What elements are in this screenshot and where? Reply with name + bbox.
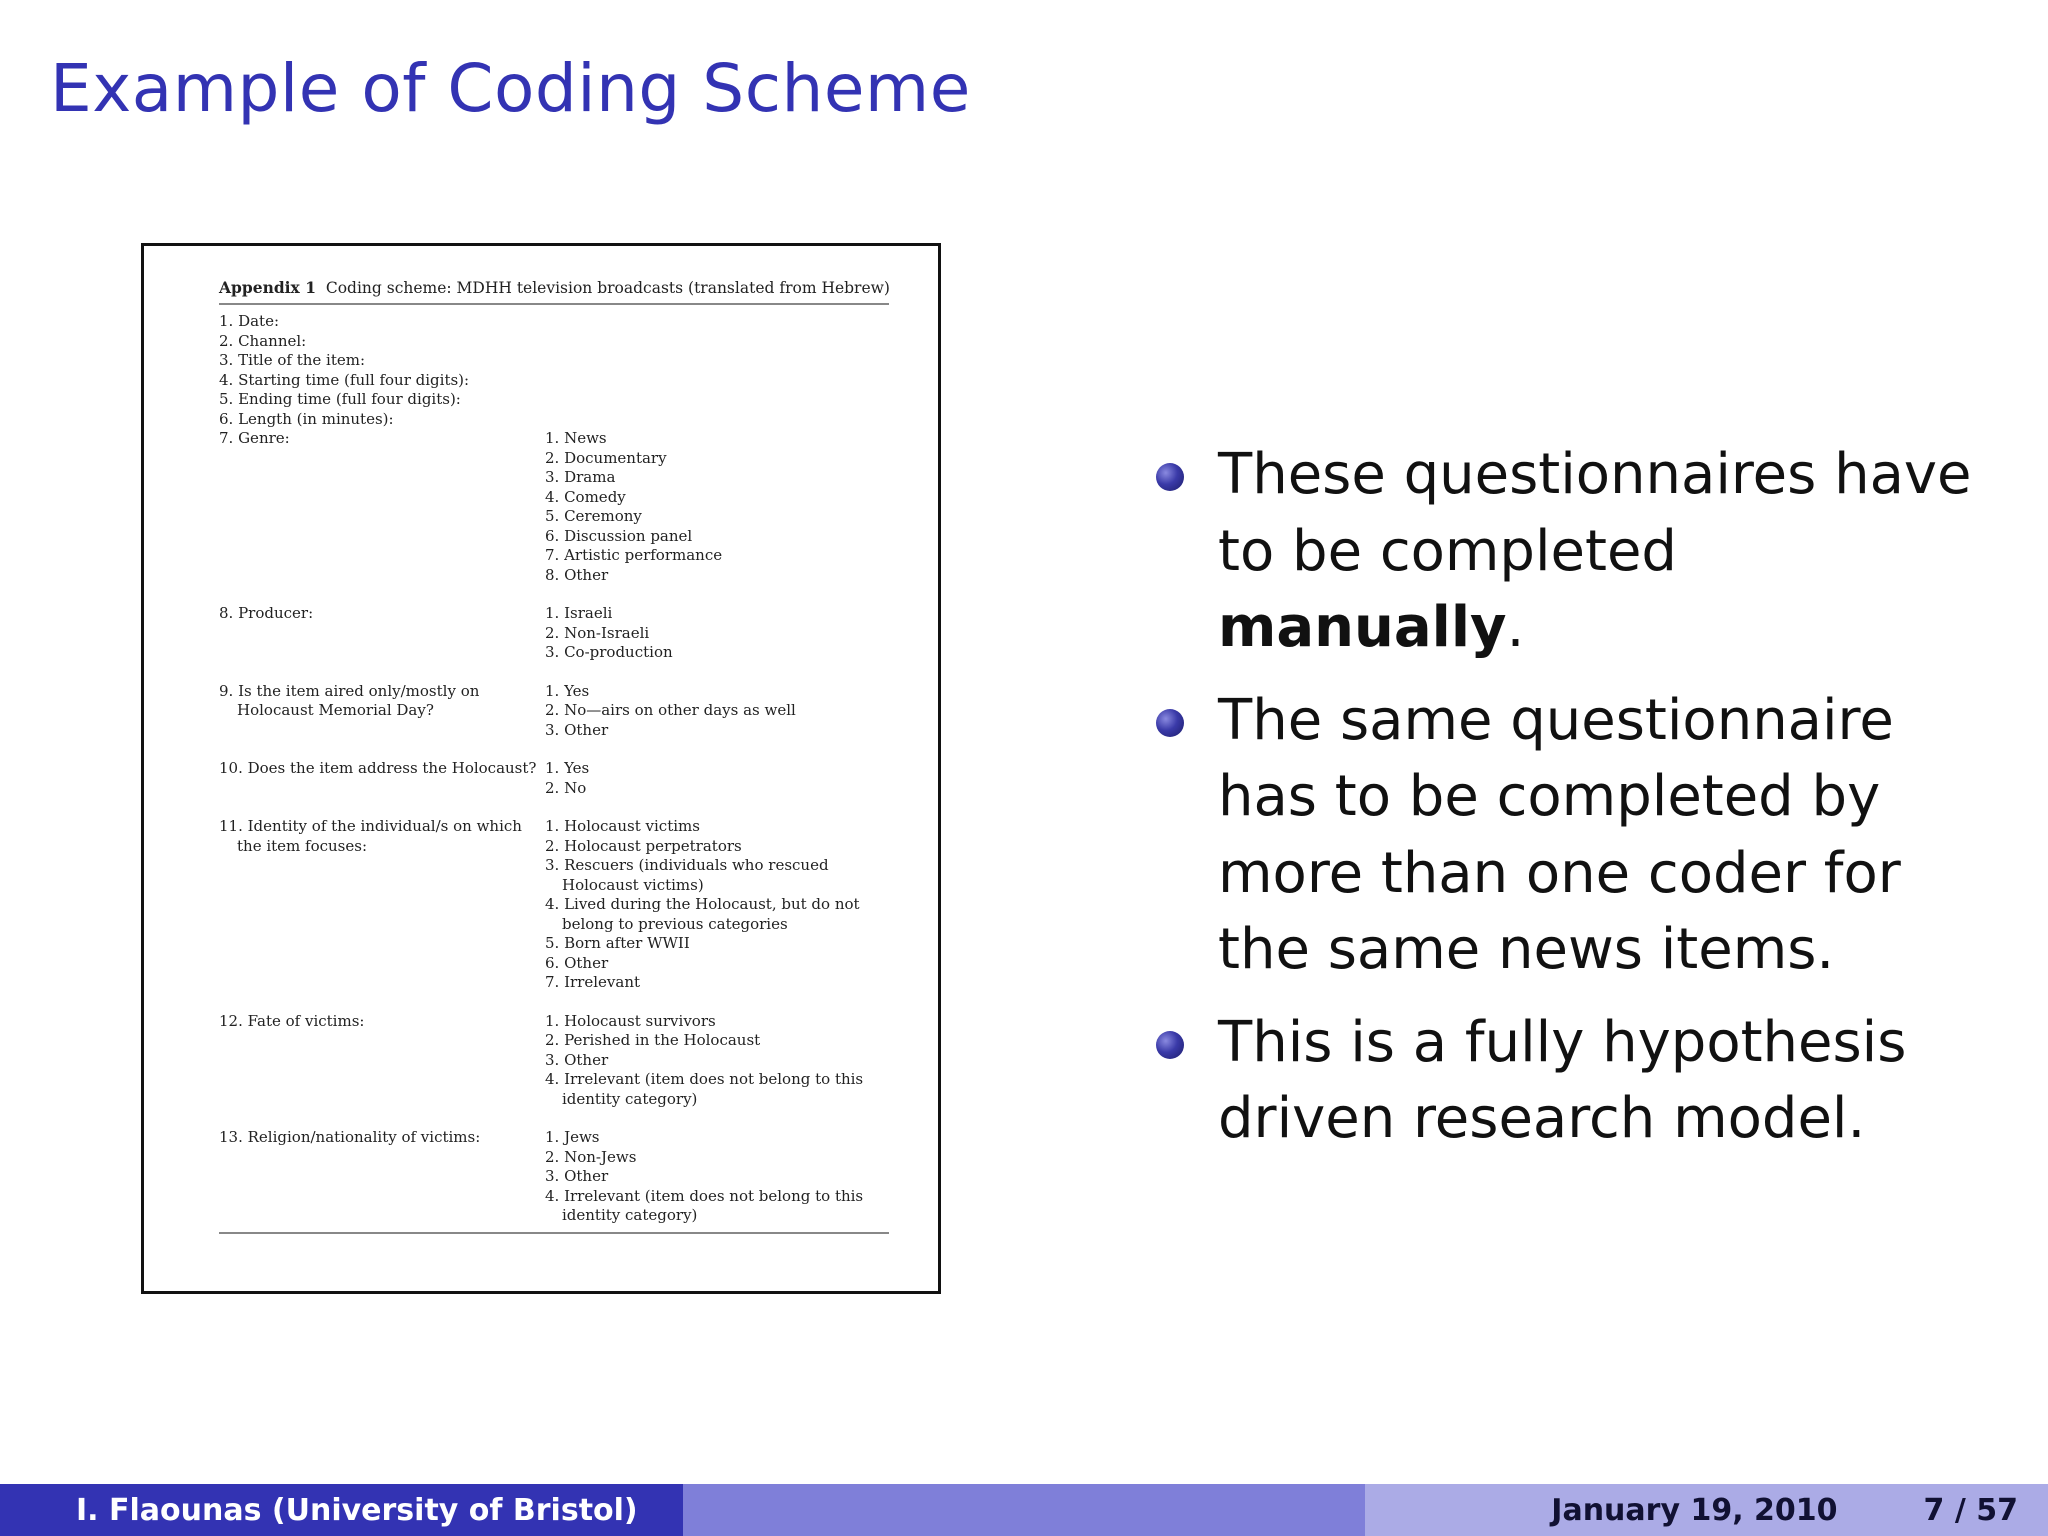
- question-text: [219, 371, 545, 391]
- question-line: the item focuses:: [237, 836, 367, 855]
- question-row: [219, 1012, 889, 1110]
- question-line: 3. Title of the item:: [219, 351, 366, 369]
- footer-bar: [0, 1484, 2048, 1536]
- option-list: [545, 604, 889, 663]
- question-text: [219, 429, 545, 585]
- question-line: 11. Identity of the individual/s on which: [219, 817, 522, 835]
- question-line: 8. Producer:: [219, 604, 314, 622]
- option-item: 1. Yes: [545, 681, 590, 700]
- bullet-item: [1154, 683, 2014, 989]
- option-list: [545, 682, 889, 741]
- bullet-line: to be completed: [1218, 518, 1677, 584]
- question-row: [219, 817, 889, 993]
- question-line: 13. Religion/nationality of victims:: [219, 1128, 481, 1146]
- appendix-bottom-rule: [219, 1232, 889, 1234]
- question-line: 2. Channel:: [219, 331, 307, 350]
- option-item: Holocaust victims): [562, 875, 704, 894]
- option-item: 4. Irrelevant (item does not belong to this: [545, 1186, 864, 1205]
- option-item: 1. Holocaust victims: [545, 817, 700, 835]
- option-list: [545, 1128, 889, 1226]
- question-text: [219, 351, 545, 371]
- question-text: [219, 682, 545, 741]
- question-line: 1. Date:: [219, 312, 280, 330]
- option-item: 3. Co-production: [545, 643, 673, 661]
- option-item: 7. Irrelevant: [545, 973, 641, 991]
- option-item: 2. No: [545, 778, 587, 797]
- option-list: [545, 1012, 889, 1110]
- question-list: [219, 312, 889, 1226]
- question-text: [219, 1128, 545, 1226]
- footer-page-number: 7 / 57: [1923, 1492, 2018, 1528]
- question-text: [219, 1012, 545, 1110]
- appendix-caption: Coding scheme: MDHH television broadcasts (translated from Hebrew): [325, 279, 890, 297]
- question-row: [219, 371, 889, 391]
- bullet-line: has to be completed by: [1218, 764, 1881, 829]
- row-gap: [219, 993, 889, 1012]
- option-item: 2. Holocaust perpetrators: [545, 836, 742, 855]
- question-line: 4. Starting time (full four digits):: [219, 370, 470, 389]
- option-list: [545, 390, 889, 410]
- question-row: [219, 682, 889, 741]
- bullet-dot-icon: [1156, 1031, 1184, 1059]
- option-list: [545, 759, 889, 798]
- question-line: 10. Does the item address the Holocaust?: [219, 759, 537, 777]
- option-item: identity category): [562, 1206, 698, 1224]
- option-item: 1. Yes: [545, 759, 590, 777]
- bullet-line: The same questionnaire: [1218, 687, 1894, 753]
- option-item: 6. Discussion panel: [545, 526, 693, 545]
- option-item: 3. Other: [545, 720, 609, 739]
- option-item: belong to previous categories: [562, 914, 788, 933]
- option-item: 2. Documentary: [545, 448, 667, 467]
- option-list: [545, 351, 889, 371]
- option-list: [545, 371, 889, 391]
- option-list: [545, 312, 889, 332]
- bullet-line: the same news items.: [1218, 917, 1835, 982]
- appendix-figure: [141, 243, 941, 1294]
- question-text: [219, 312, 545, 332]
- appendix-label: Appendix 1: [219, 278, 316, 297]
- bullet-line: This is a fully hypothesis: [1218, 1009, 1907, 1075]
- option-item: 2. Perished in the Holocaust: [545, 1031, 761, 1049]
- bullet-tail: .: [1506, 595, 1525, 660]
- question-row: [219, 332, 889, 352]
- footer-spacer: [683, 1484, 1365, 1536]
- bullet-line: more than one coder for: [1218, 840, 1901, 906]
- question-line: 12. Fate of victims:: [219, 1011, 365, 1030]
- option-item: 2. Non-Israeli: [545, 623, 650, 642]
- option-list: [545, 817, 889, 993]
- option-item: 3. Other: [545, 1167, 609, 1185]
- option-item: 1. Israeli: [545, 604, 613, 622]
- appendix-heading: [219, 278, 889, 305]
- option-item: 8. Other: [545, 565, 609, 584]
- row-gap: [219, 798, 889, 817]
- question-row: [219, 351, 889, 371]
- bullet-list: [1154, 437, 2014, 1174]
- question-line: Holocaust Memorial Day?: [237, 701, 434, 719]
- option-item: 3. Drama: [545, 468, 616, 486]
- question-line: 5. Ending time (full four digits):: [219, 390, 461, 408]
- option-item: 4. Irrelevant (item does not belong to this: [545, 1070, 864, 1088]
- footer-right: [1365, 1484, 2048, 1536]
- bullet-line: These questionnaires have: [1218, 442, 1972, 507]
- question-text: [219, 332, 545, 352]
- bullet-dot-icon: [1156, 463, 1184, 491]
- question-row: [219, 759, 889, 798]
- question-text: [219, 604, 545, 663]
- question-row: [219, 410, 889, 430]
- option-item: 4. Lived during the Holocaust, but do not: [545, 895, 860, 913]
- bullet-line: [1218, 590, 2014, 667]
- bullet-dot-icon: [1156, 709, 1184, 737]
- option-list: [545, 332, 889, 352]
- bullet-emphasis: manually: [1218, 595, 1507, 660]
- question-line: 9. Is the item aired only/mostly on: [219, 681, 480, 700]
- option-list: [545, 429, 889, 585]
- option-item: 3. Other: [545, 1050, 609, 1069]
- option-item: 2. Non-Jews: [545, 1147, 637, 1166]
- question-row: [219, 1128, 889, 1226]
- question-row: [219, 312, 889, 332]
- option-item: 5. Ceremony: [545, 507, 642, 525]
- footer-date: January 19, 2010: [1551, 1492, 1838, 1528]
- question-text: [219, 759, 545, 798]
- row-gap: [219, 663, 889, 682]
- bullet-item: [1154, 437, 2014, 667]
- option-item: 1. News: [545, 429, 607, 447]
- question-row: [219, 604, 889, 663]
- slide-title: Example of Coding Scheme: [50, 50, 971, 127]
- question-row: [219, 429, 889, 585]
- question-line: 7. Genre:: [219, 429, 290, 447]
- option-item: 7. Artistic performance: [545, 546, 723, 564]
- footer-author: I. Flaounas (University of Bristol): [0, 1484, 683, 1536]
- question-text: [219, 410, 545, 430]
- option-list: [545, 410, 889, 430]
- appendix-content: [219, 278, 889, 1234]
- option-item: 1. Holocaust survivors: [545, 1011, 716, 1030]
- row-gap: [219, 1109, 889, 1128]
- question-line: 6. Length (in minutes):: [219, 409, 394, 428]
- row-gap: [219, 585, 889, 604]
- option-item: 5. Born after WWII: [545, 934, 690, 952]
- question-text: [219, 390, 545, 410]
- option-item: identity category): [562, 1089, 698, 1108]
- option-item: 3. Rescuers (individuals who rescued: [545, 856, 829, 874]
- option-item: 4. Comedy: [545, 487, 626, 506]
- option-item: 2. No—airs on other days as well: [545, 701, 796, 719]
- bullet-item: [1154, 1005, 2014, 1158]
- option-item: 6. Other: [545, 953, 609, 972]
- question-text: [219, 817, 545, 993]
- question-row: [219, 390, 889, 410]
- option-item: 1. Jews: [545, 1128, 600, 1146]
- bullet-line: driven research model.: [1218, 1086, 1866, 1151]
- row-gap: [219, 740, 889, 759]
